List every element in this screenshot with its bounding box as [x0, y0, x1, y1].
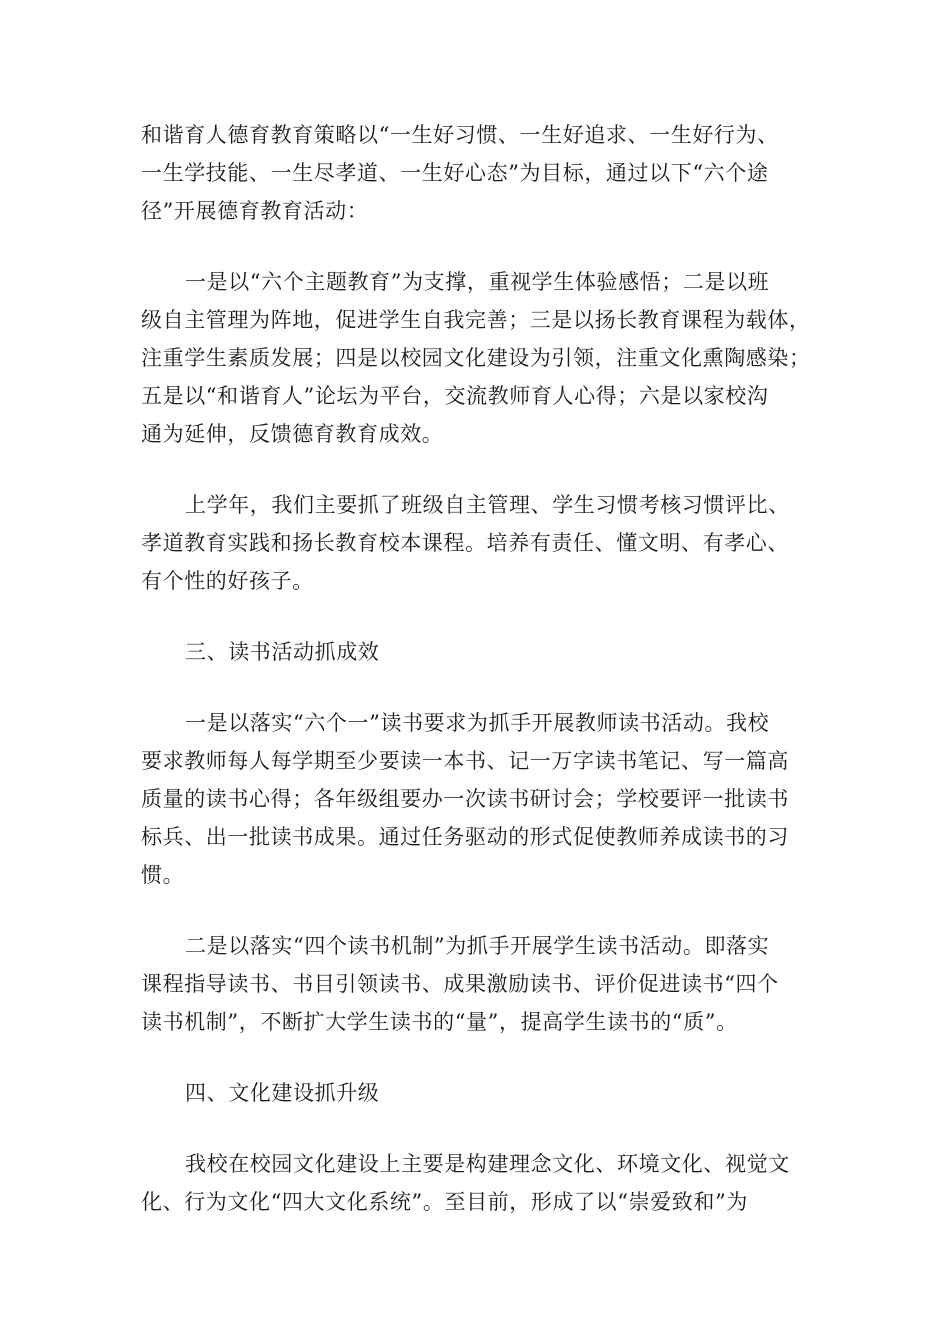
text-line: 质量的读书心得；各年级组要办一次读书研讨会；学校要评一批读书	[141, 787, 789, 811]
text-line: 二是以落实“四个读书机制”为抓手开展学生读书活动。即落实	[185, 934, 770, 958]
text-line: 孝道教育实践和扬长教育校本课程。培养有责任、懂文明、有孝心、	[141, 531, 789, 555]
section-heading: 四、文化建设抓升级	[185, 1081, 380, 1105]
text-line: 五是以“和谐育人”论坛为平台，交流教师育人心得；六是以家校沟	[141, 384, 769, 408]
text-line: 一是以“六个主题教育”为支撑，重视学生体验感悟；二是以班	[185, 270, 770, 294]
text-line: 注重学生素质发展；四是以校园文化建设为引领，注重文化熏陶感染；	[141, 346, 811, 370]
text-line: 径”开展德育教育活动：	[141, 199, 369, 223]
text-line: 一生学技能、一生尽孝道、一生好心态”为目标，通过以下“六个途	[141, 161, 769, 185]
text-line: 通为延伸，反馈德育教育成效。	[141, 422, 444, 446]
text-line: 标兵、出一批读书成果。通过任务驱动的形式促使教师养成读书的习	[141, 825, 789, 849]
text-line: 一是以落实“六个一”读书要求为抓手开展教师读书活动。我校	[185, 711, 770, 735]
text-line: 课程指导读书、书目引领读书、成果激励读书、评价促进读书“四个	[141, 972, 779, 996]
text-line: 我校在校园文化建设上主要是构建理念文化、环境文化、视觉文	[185, 1152, 790, 1176]
text-line: 和谐育人德育教育策略以“一生好习惯、一生好追求、一生好行为、	[141, 123, 779, 147]
text-line: 化、行为文化“四大文化系统”。至目前，形成了以“崇爱致和”为	[141, 1190, 748, 1214]
text-line: 有个性的好孩子。	[141, 569, 314, 593]
text-line: 级自主管理为阵地，促进学生自我完善；三是以扬长教育课程为载体，	[141, 308, 811, 332]
section-heading: 三、读书活动抓成效	[185, 640, 380, 664]
text-line: 要求教师每人每学期至少要读一本书、记一万字读书笔记、写一篇高	[141, 749, 789, 773]
text-line: 惯。	[141, 863, 185, 887]
text-line: 上学年，我们主要抓了班级自主管理、学生习惯考核习惯评比、	[185, 493, 790, 517]
text-line: 读书机制”，不断扩大学生读书的“量”，提高学生读书的“质”。	[141, 1010, 738, 1034]
